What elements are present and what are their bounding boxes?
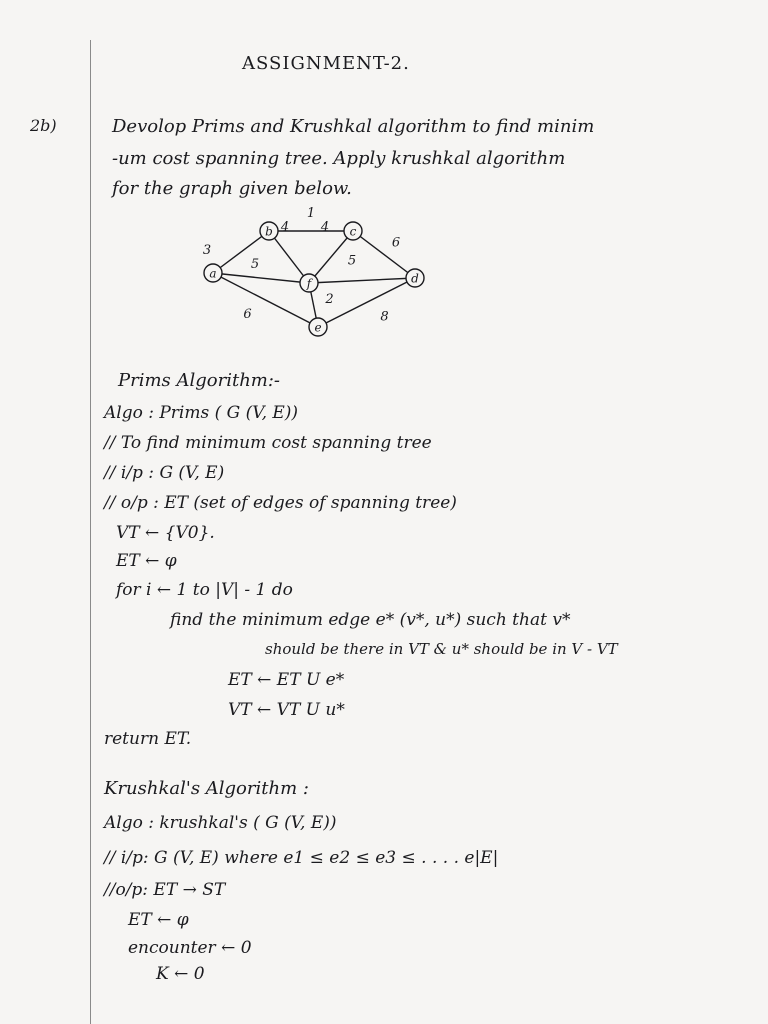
vertex-f [300,274,318,292]
question-line-3: for the graph given below. [112,178,352,199]
question-number: 2b) [30,116,57,135]
kruskal-line-3: //o/p: ET → ST [104,880,226,900]
prims-heading: Prims Algorithm:- [118,370,281,391]
edge-c-d [353,231,415,278]
edge-a-f [213,273,309,283]
vertex-label-e: e [314,320,322,335]
prims-line-9: should be there in VT & u* should be in V - VT [265,640,618,658]
edge-f-d [309,278,415,283]
edge-c-f [309,231,353,283]
question-line-2: -um cost spanning tree. Apply krushkal algorithm [112,148,566,169]
edge-weight-f-e: 2 [325,292,334,307]
vertex-label-f: f [306,276,312,291]
kruskal-line-4: ET ← φ [128,910,189,930]
question-line-1: Devolop Prims and Krushkal algorithm to find minim [112,116,595,137]
prims-line-4: // o/p : ET (set of edges of spanning tree) [104,493,457,513]
kruskal-heading: Krushkal's Algorithm : [104,778,309,799]
prims-line-11: VT ← VT U u* [228,700,345,720]
edge-weight-b-c: 1 [306,206,316,221]
vertex-label-a: a [209,266,217,281]
prims-line-5: VT ← {V0}. [116,523,215,543]
kruskal-line-6: K ← 0 [156,964,205,984]
vertex-c [344,222,362,240]
prims-line-10: ET ← ET U e* [228,670,345,690]
prims-line-7: for i ← 1 to |V| - 1 do [116,580,293,600]
weighted-graph-diagram [195,205,435,345]
vertex-b [260,222,278,240]
prims-line-12: return ET. [104,729,192,749]
edge-weight-b-f: 4 [280,220,290,235]
edge-weight-e-d: 8 [380,309,389,325]
vertex-label-c: c [349,224,357,239]
vertex-e [309,318,327,336]
prims-line-2: // To find minimum cost spanning tree [104,433,432,453]
margin-line [90,40,91,1024]
page-title: ASSIGNMENT-2. [242,53,410,74]
kruskal-line-2: // i/p: G (V, E) where e1 ≤ e2 ≤ e3 ≤ . . . . e|E| [104,848,499,868]
vertex-d [406,269,424,287]
prims-line-1: Algo : Prims ( G (V, E)) [104,403,299,423]
edge-weight-c-d: 6 [391,235,401,251]
prims-line-6: ET ← φ [116,551,177,571]
vertex-label-b: b [265,224,273,239]
kruskal-line-1: Algo : krushkal's ( G (V, E)) [104,813,337,833]
edge-weight-a-f: 5 [250,257,260,272]
edge-b-f [269,231,309,283]
prims-line-8: find the minimum edge e* (v*, u*) such that v* [170,610,571,630]
prims-line-3: // i/p : G (V, E) [104,463,225,483]
vertex-label-d: d [411,271,419,286]
kruskal-line-5: encounter ← 0 [128,938,252,958]
edge-weight-f-d: 5 [347,253,357,269]
edge-a-b [213,231,269,273]
vertex-a [204,264,222,282]
edge-weight-a-e: 6 [243,307,252,322]
edge-weight-c-f: 4 [320,220,330,235]
edge-weight-a-b: 3 [202,243,212,258]
